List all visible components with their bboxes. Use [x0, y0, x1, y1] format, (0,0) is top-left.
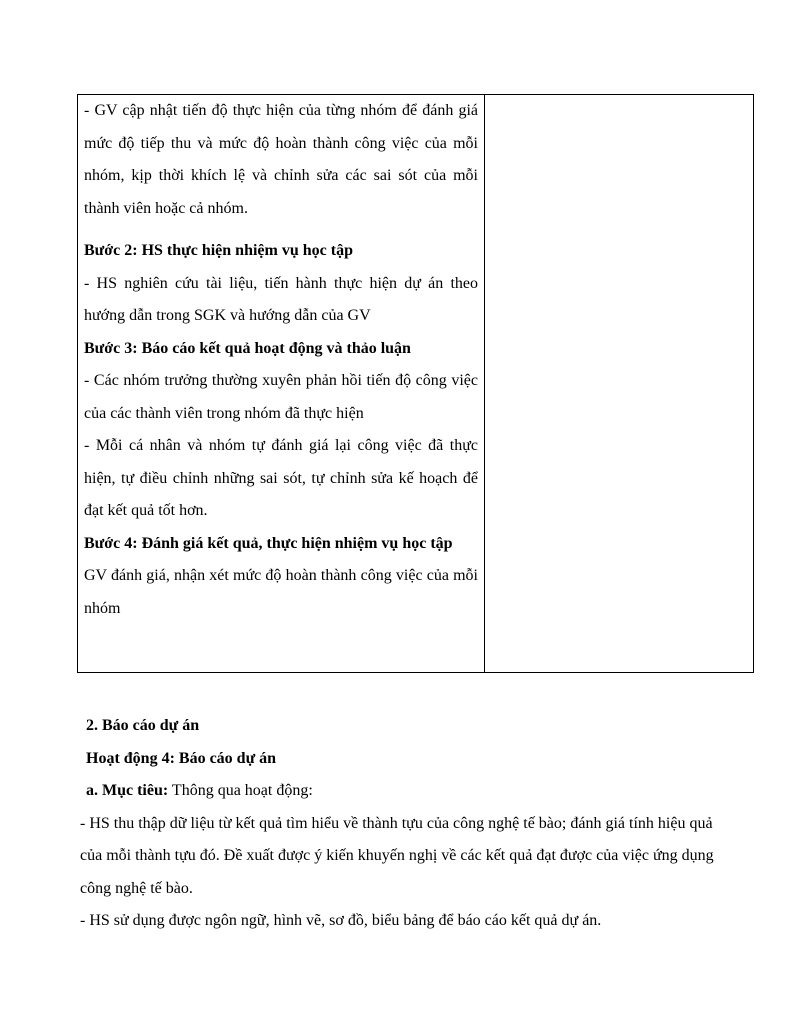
- bullet-1: - HS thu thập dữ liệu từ kết quả tìm hiểu về thành tựu của công nghệ tế bào; đánh giá tính hiệu quả của mỗi thành tựu đó. Đề xuất được ý kiến khuyến nghị về các kết quả đạt được của việc ứng dụng công nghệ tế bào.: [80, 814, 714, 897]
- table-left-cell: [84, 95, 478, 625]
- table-right-cell: [485, 95, 753, 672]
- objective-text: Thông qua hoạt động:: [168, 782, 313, 799]
- bullet-2: - HS sử dụng được ngôn ngữ, hình vẽ, sơ đồ, biểu bảng để báo cáo kết quả dự án.: [80, 912, 602, 929]
- objective-label: a. Mục tiêu:: [86, 782, 169, 799]
- step4-heading: Bước 4: Đánh giá kết quả, thực hiện nhiệm vụ học tập: [84, 534, 453, 552]
- step3-text-1: - Các nhóm trưởng thường xuyên phản hồi tiến độ công việc của các thành viên trong nhóm đã thực hiện: [84, 372, 478, 422]
- intro-paragraph: - GV cập nhật tiến độ thực hiện của từng nhóm để đánh giá mức độ tiếp thu và mức độ hoàn thành công việc của mỗi nhóm, kịp thời khích lệ và chỉnh sửa các sai sót của mỗi thành viên hoặc cả nhóm.: [84, 102, 478, 217]
- lesson-table: [77, 94, 754, 673]
- objective-line: [86, 775, 726, 808]
- step2-heading: Bước 2: HS thực hiện nhiệm vụ học tập: [84, 242, 353, 259]
- section-title: 2. Báo cáo dự án: [86, 717, 200, 734]
- report-section: [80, 710, 726, 938]
- activity-title: Hoạt động 4: Báo cáo dự án: [86, 749, 277, 767]
- step3-heading: Bước 3: Báo cáo kết quả hoạt động và thảo luận: [84, 339, 411, 357]
- step3-text-2: - Mỗi cá nhân và nhóm tự đánh giá lại công việc đã thực hiện, tự điều chỉnh những sai sót, tự chỉnh sửa kế hoạch để đạt kết quả tốt hơn.: [84, 437, 478, 519]
- step2-text: - HS nghiên cứu tài liệu, tiến hành thực hiện dự án theo hướng dẫn trong SGK và hướng dẫn của GV: [84, 274, 478, 324]
- step4-text: GV đánh giá, nhận xét mức độ hoàn thành công việc của mỗi nhóm: [84, 567, 478, 617]
